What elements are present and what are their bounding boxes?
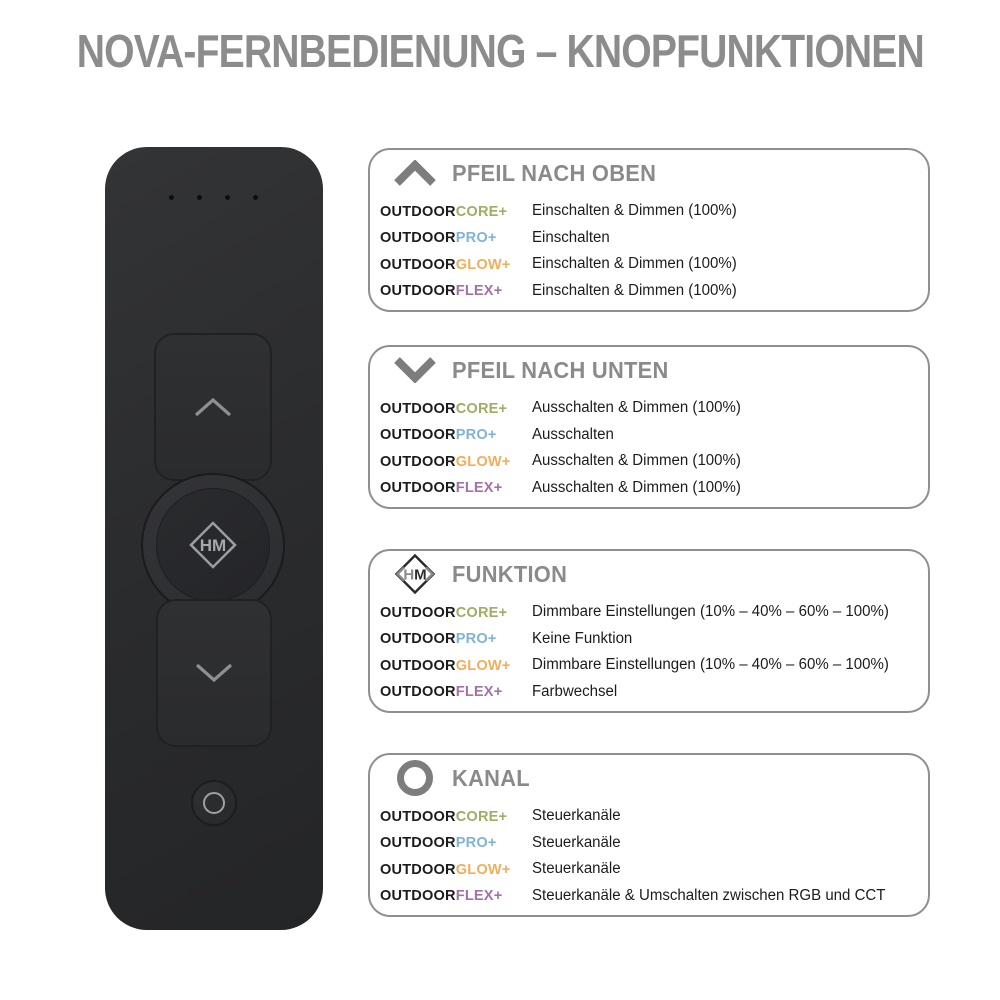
panel-title: PFEIL NACH UNTEN — [452, 356, 669, 383]
remote-led — [253, 195, 258, 200]
brand-label: OUTDOORGLOW+ — [380, 860, 511, 878]
table-row — [370, 679, 928, 706]
chevron-down-icon — [392, 357, 438, 383]
table-row — [370, 225, 928, 252]
table-row — [370, 198, 928, 225]
remote-led — [169, 195, 174, 200]
function-description: Farbwechsel — [532, 682, 618, 700]
panel-header — [392, 156, 928, 190]
function-description: Ausschalten — [532, 425, 614, 443]
table-row — [370, 626, 928, 653]
brand-label: OUTDOORCORE+ — [380, 202, 508, 220]
brand-label: OUTDOORCORE+ — [380, 603, 508, 621]
channel-circle-icon — [392, 758, 438, 798]
panel-title: KANAL — [452, 764, 530, 791]
remote-center-button — [141, 473, 285, 617]
table-row — [370, 278, 928, 305]
table-row — [370, 395, 928, 422]
panel-rows — [370, 395, 928, 501]
table-row — [370, 599, 928, 626]
function-description: Ausschalten & Dimmen (100%) — [532, 452, 741, 470]
page-title-wrap — [0, 26, 1000, 77]
panel-title: FUNKTION — [452, 560, 568, 587]
function-description: Einschalten & Dimmen (100%) — [532, 255, 737, 273]
panel-pfeil-nach-oben — [368, 148, 930, 312]
table-row — [370, 422, 928, 449]
page-title: NOVA-FERNBEDIENUNG – KNOPFUNKTIONEN — [76, 25, 924, 77]
function-description: Steuerkanäle — [532, 807, 621, 825]
function-description: Ausschalten & Dimmen (100%) — [532, 399, 741, 417]
brand-label: OUTDOORCORE+ — [380, 807, 508, 825]
remote-logo-text: HM — [199, 536, 227, 555]
remote-channel-button — [191, 780, 237, 826]
chevron-down-icon — [191, 660, 237, 686]
brand-label: OUTDOORFLEX+ — [380, 282, 503, 300]
brand-label: OUTDOORFLEX+ — [380, 479, 503, 497]
brand-label: OUTDOORCORE+ — [380, 399, 508, 417]
remote-center-button-face — [156, 488, 270, 602]
circle-icon — [203, 792, 225, 814]
function-description: Einschalten & Dimmen (100%) — [532, 202, 737, 220]
svg-text:HM: HM — [403, 566, 427, 584]
function-description: Dimmbare Einstellungen (10% – 40% – 60% – 100%) — [532, 656, 889, 674]
panel-title: PFEIL NACH OBEN — [452, 159, 657, 186]
chevron-up-icon — [190, 394, 236, 420]
brand-label: OUTDOORFLEX+ — [380, 683, 503, 701]
function-description: Steuerkanäle — [532, 833, 621, 851]
panel-header — [392, 557, 928, 591]
chevron-up-icon — [392, 160, 438, 186]
brand-label: OUTDOORGLOW+ — [380, 452, 511, 470]
brand-label: OUTDOORGLOW+ — [380, 656, 511, 674]
panel-kanal — [368, 753, 930, 917]
remote-device — [105, 147, 323, 930]
panel-rows — [370, 599, 928, 705]
remote-led — [225, 195, 230, 200]
table-row — [370, 251, 928, 278]
function-description: Einschalten & Dimmen (100%) — [532, 281, 737, 299]
table-row — [370, 475, 928, 502]
function-description: Dimmbare Einstellungen (10% – 40% – 60% – 100%) — [532, 603, 889, 621]
function-description: Einschalten — [532, 228, 610, 246]
brand-label: OUTDOORFLEX+ — [380, 887, 503, 905]
brand-label: OUTDOORPRO+ — [380, 229, 497, 247]
hm-diamond-icon — [392, 552, 438, 596]
brand-label: OUTDOORPRO+ — [380, 630, 497, 648]
function-description: Ausschalten & Dimmen (100%) — [532, 478, 741, 496]
function-description: Steuerkanäle & Umschalten zwischen RGB und CCT — [532, 886, 886, 904]
brand-label: OUTDOORPRO+ — [380, 834, 497, 852]
remote-down-button — [156, 599, 272, 747]
panel-funktion — [368, 549, 930, 713]
brand-label: OUTDOORGLOW+ — [380, 255, 511, 273]
panel-header — [392, 761, 928, 795]
panel-rows — [370, 803, 928, 909]
table-row — [370, 448, 928, 475]
table-row — [370, 652, 928, 679]
remote-hm-logo-icon — [184, 516, 242, 574]
remote-up-button — [154, 333, 272, 481]
function-description: Steuerkanäle — [532, 860, 621, 878]
table-row — [370, 830, 928, 857]
table-row — [370, 856, 928, 883]
brand-label: OUTDOORPRO+ — [380, 426, 497, 444]
panel-header — [392, 353, 928, 387]
table-row — [370, 883, 928, 910]
table-row — [370, 803, 928, 830]
panel-pfeil-nach-unten — [368, 345, 930, 509]
function-description: Keine Funktion — [532, 629, 633, 647]
remote-led — [197, 195, 202, 200]
panel-rows — [370, 198, 928, 304]
